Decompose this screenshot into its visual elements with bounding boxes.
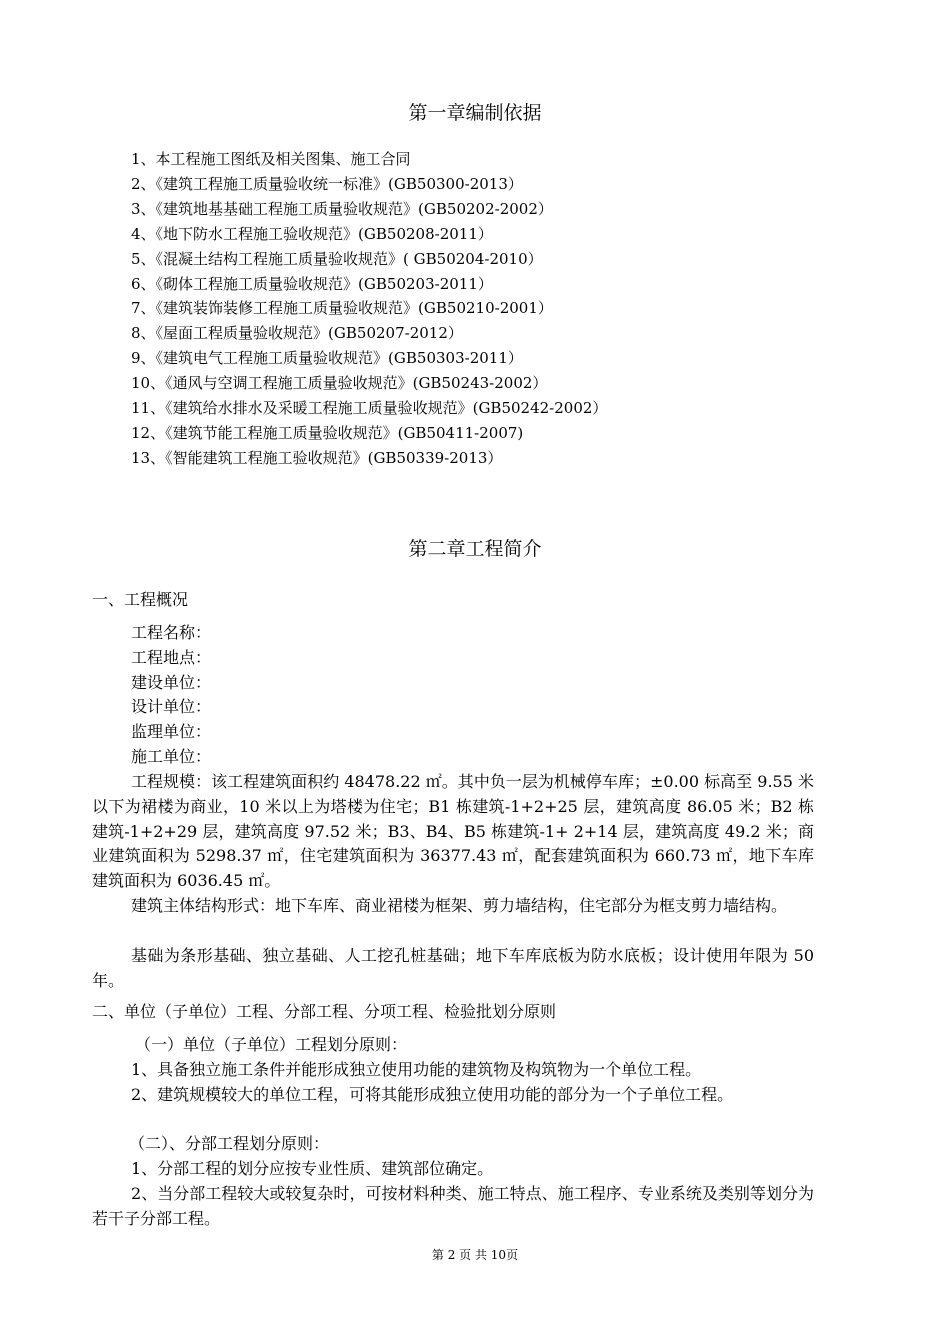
- project-scale-paragraph: 工程规模：该工程建筑面积约 48478.22 ㎡。其中负一层为机械停车库；±0.00 标高至 9.55 米以下为裙楼为商业，10 米以上为塔楼为住宅；B1 栋建筑-1+2+25 层，建筑高度 86.05 米；B2 栋建筑-1+2+29 层，建筑高度 97.52 米；B3、B4、B5 栋建筑-1+ 2+14 层，建筑高度 49.2 米；商业建筑面积为 5298.37 ㎡，住宅建筑面积为 36377.43 ㎡，配套建筑面积为 660.73 ㎡，地下车库建筑面积为 6036.45 ㎡。: [92, 772, 814, 891]
- basis-item: 10、《通风与空调工程施工质量验收规范》(GB50243-2002）: [131, 374, 548, 393]
- basis-item: 2、《建筑工程施工质量验收统一标准》(GB50300-2013）: [131, 174, 523, 193]
- section-overview-heading: 一、工程概况: [92, 590, 189, 609]
- field-project-name: 工程名称：: [131, 623, 212, 642]
- structure-paragraph: 建筑主体结构形式：地下车库、商业裙楼为框架、剪力墙结构，住宅部分为框支剪力墙结构。: [131, 896, 788, 915]
- field-designer: 设计单位：: [131, 697, 212, 717]
- basis-item: 9、《建筑电气工程施工质量验收规范》(GB50303-2011）: [131, 349, 523, 368]
- division-principle-heading: （二）、分部工程划分原则：: [129, 1134, 330, 1153]
- division-rule-2: 2、当分部工程较大或较复杂时，可按材料种类、施工特点、施工程序、专业系统及类别等划分为若干子分部工程。: [92, 1184, 814, 1228]
- chapter2-title: 第二章工程简介: [408, 538, 542, 560]
- basis-item: 11、《建筑给水排水及采暖工程施工质量验收规范》(GB50242-2002）: [131, 399, 608, 418]
- foundation-paragraph: 基础为条形基础、独立基础、人工挖孔桩基础；地下车库底板为防水底板；设计使用年限为 50 年。: [92, 946, 814, 990]
- chapter1-title: 第一章编制依据: [408, 102, 542, 124]
- field-owner: 建设单位：: [131, 672, 212, 692]
- basis-list: [131, 147, 607, 471]
- field-contractor: 施工单位：: [131, 746, 212, 766]
- project-fields: [131, 621, 211, 770]
- basis-item: 7、《建筑装饰装修工程施工质量验收规范》(GB50210-2001）: [131, 299, 553, 318]
- unit-principle-heading: （一）单位（子单位）工程划分原则：: [135, 1035, 408, 1054]
- field-project-location: 工程地点：: [131, 647, 212, 667]
- page-number-footer: 第 2 页 共 10页: [431, 1248, 519, 1262]
- basis-item: 4、《地下防水工程施工验收规范》(GB50208-2011）: [131, 224, 493, 243]
- basis-item: 8、《屋面工程质量验收规范》(GB50207-2012）: [131, 324, 463, 343]
- unit-rule-2: 2、建筑规模较大的单位工程，可将其能形成独立使用功能的部分为一个子单位工程。: [131, 1085, 734, 1104]
- basis-item: 3、《建筑地基基础工程施工质量验收规范》(GB50202-2002）: [131, 199, 553, 218]
- basis-item: 6、《砌体工程施工质量验收规范》(GB50203-2011）: [131, 274, 493, 293]
- section-division-heading: 二、单位（子单位）工程、分部工程、分项工程、检验批划分原则: [92, 1002, 557, 1021]
- basis-item: 12、《建筑节能工程施工质量验收规范》(GB50411-2007): [131, 423, 524, 442]
- division-rule-1: 1、分部工程的划分应按专业性质、建筑部位确定。: [131, 1159, 494, 1178]
- basis-item: 13、《智能建筑工程施工验收规范》(GB50339-2013）: [131, 448, 503, 467]
- basis-item: 1、本工程施工图纸及相关图集、施工合同: [131, 150, 411, 168]
- unit-rule-1: 1、具备独立施工条件并能形成独立使用功能的建筑物及构筑物为一个单位工程。: [131, 1060, 702, 1079]
- basis-item: 5、《混凝土结构工程施工质量验收规范》( GB50204-2010）: [131, 249, 543, 268]
- field-supervisor: 监理单位：: [131, 722, 212, 742]
